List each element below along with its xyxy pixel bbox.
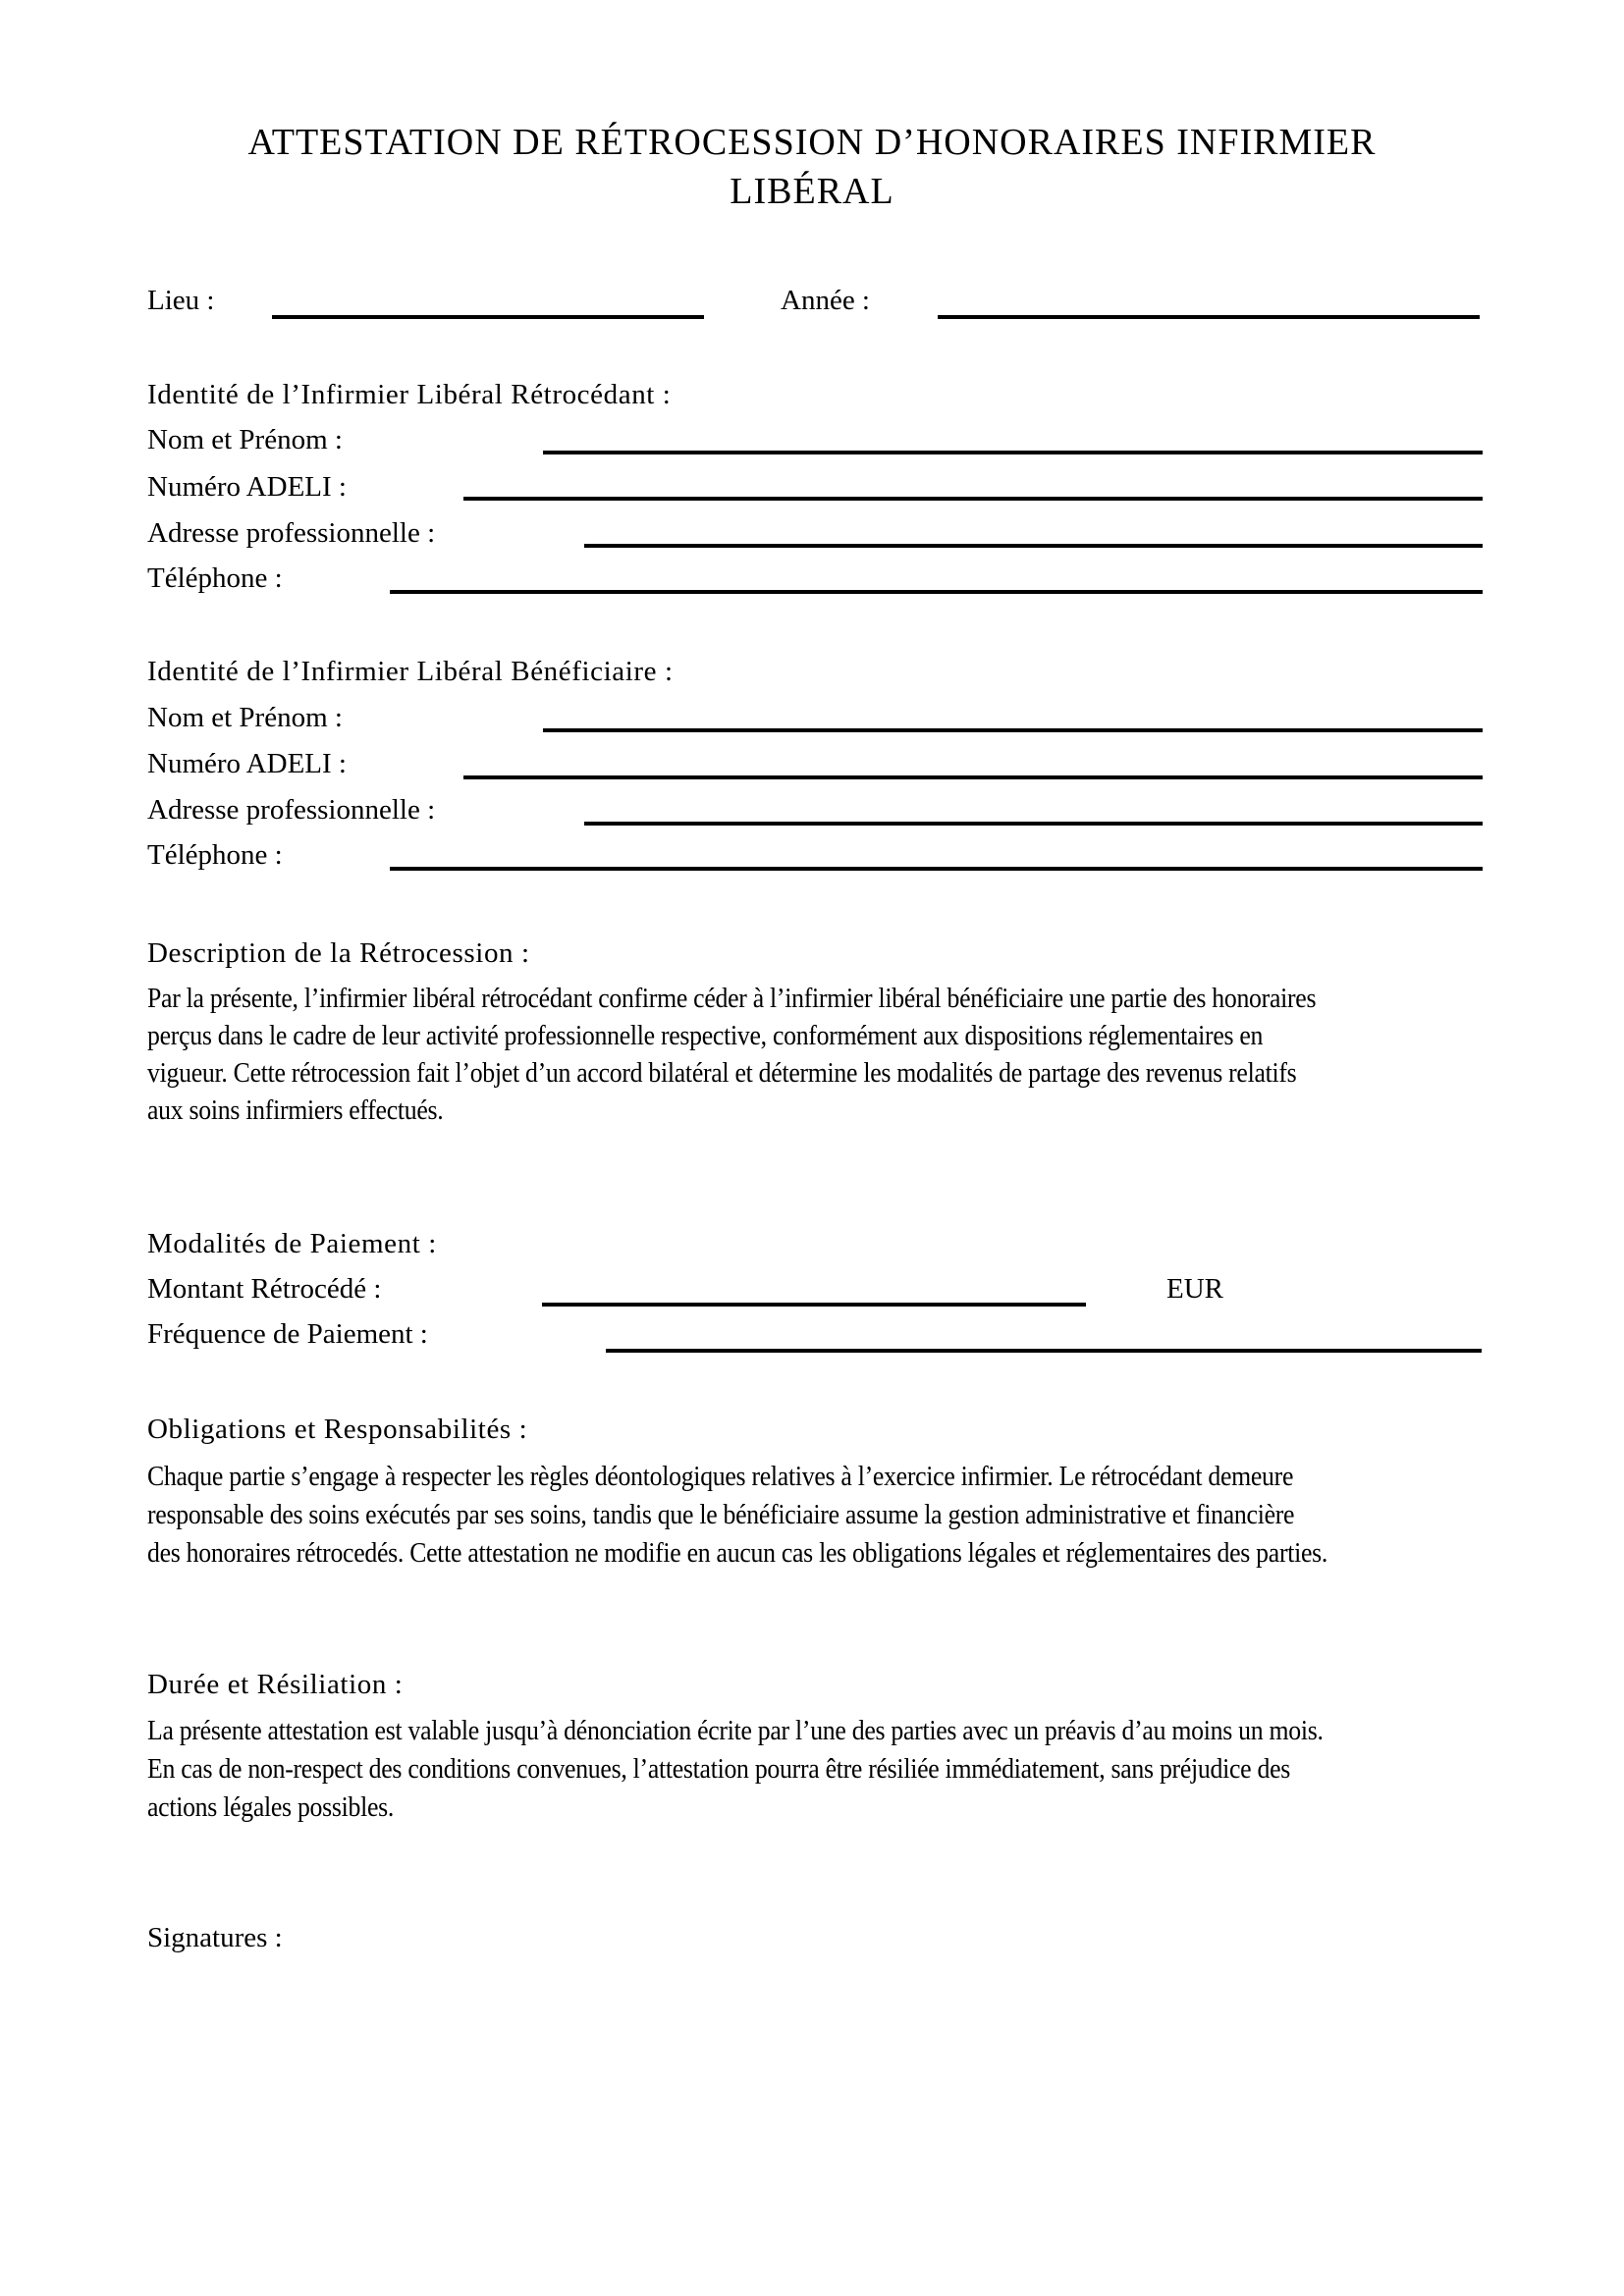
currency-label: EUR	[1166, 1273, 1223, 1305]
annee-field-line[interactable]	[938, 315, 1480, 319]
obligations-paragraph-line: des honoraires rétrocedés. Cette attestation ne modifie en aucun cas les obligations légales et réglementaires des parties.	[147, 1538, 1328, 1569]
section-paiement-heading: Modalités de Paiement :	[147, 1228, 437, 1259]
beneficiaire-nom-field-line[interactable]	[543, 728, 1483, 732]
section-duree-heading: Durée et Résiliation :	[147, 1669, 404, 1700]
retrocedant-adeli-label: Numéro ADELI :	[147, 471, 347, 503]
duree-paragraph-line: En cas de non-respect des conditions convenues, l’attestation pourra être résiliée immédiatement, sans préjudice des	[147, 1754, 1290, 1785]
description-paragraph-line: perçus dans le cadre de leur activité professionnelle respective, conformément aux dispositions réglementaires en	[147, 1021, 1264, 1051]
beneficiaire-telephone-label: Téléphone :	[147, 839, 283, 871]
beneficiaire-adeli-field-line[interactable]	[463, 775, 1483, 779]
duree-paragraph	[147, 1712, 1426, 1827]
description-paragraph-line: Par la présente, l’infirmier libéral rétrocédant confirme céder à l’infirmier libéral bénéficiaire une partie des honoraires	[147, 984, 1317, 1014]
retrocedant-telephone-label: Téléphone :	[147, 562, 283, 594]
retrocedant-adeli-field-line[interactable]	[463, 497, 1483, 501]
frequence-paiement-field-line[interactable]	[606, 1349, 1482, 1353]
section-description-heading: Description de la Rétrocession :	[147, 937, 530, 969]
document-title-line-2: LIBÉRAL	[730, 171, 894, 212]
section-obligations-heading: Obligations et Responsabilités :	[147, 1414, 528, 1445]
retrocedant-adresse-field-line[interactable]	[584, 544, 1483, 548]
beneficiaire-adeli-label: Numéro ADELI :	[147, 748, 347, 779]
beneficiaire-telephone-field-line[interactable]	[390, 867, 1483, 871]
lieu-label: Lieu :	[147, 285, 215, 316]
document-title-line-1: ATTESTATION DE RÉTROCESSION D’HONORAIRES INFIRMIER	[247, 122, 1377, 163]
section-retrocedant-heading: Identité de l’Infirmier Libéral Rétrocédant :	[147, 379, 672, 410]
duree-paragraph-line: actions légales possibles.	[147, 1792, 395, 1823]
beneficiaire-adresse-label: Adresse professionnelle :	[147, 794, 436, 826]
description-paragraph	[147, 981, 1418, 1130]
retrocedant-nom-label: Nom et Prénom :	[147, 424, 343, 455]
lieu-field-line[interactable]	[272, 315, 704, 319]
retrocedant-telephone-field-line[interactable]	[390, 590, 1483, 594]
annee-label: Année :	[781, 285, 870, 316]
obligations-paragraph	[147, 1458, 1431, 1573]
montant-retrocede-label: Montant Rétrocédé :	[147, 1273, 382, 1305]
beneficiaire-adresse-field-line[interactable]	[584, 822, 1483, 826]
signatures-label: Signatures :	[147, 1922, 283, 1953]
description-paragraph-line: aux soins infirmiers effectués.	[147, 1095, 444, 1126]
montant-retrocede-field-line[interactable]	[542, 1303, 1086, 1307]
obligations-paragraph-line: responsable des soins exécutés par ses soins, tandis que le bénéficiaire assume la gestion administrative et financière	[147, 1500, 1295, 1530]
obligations-paragraph-line: Chaque partie s’engage à respecter les règles déontologiques relatives à l’exercice infirmier. Le rétrocédant demeure	[147, 1462, 1294, 1492]
frequence-paiement-label: Fréquence de Paiement :	[147, 1318, 428, 1350]
duree-paragraph-line: La présente attestation est valable jusqu’à dénonciation écrite par l’une des parties avec un préavis d’au moins un mois.	[147, 1716, 1324, 1746]
description-paragraph-line: vigueur. Cette rétrocession fait l’objet d’un accord bilatéral et détermine les modalités de partage des revenus relatifs	[147, 1058, 1297, 1089]
retrocedant-adresse-label: Adresse professionnelle :	[147, 517, 436, 549]
beneficiaire-nom-label: Nom et Prénom :	[147, 702, 343, 733]
retrocedant-nom-field-line[interactable]	[543, 451, 1483, 454]
section-beneficiaire-heading: Identité de l’Infirmier Libéral Bénéficiaire :	[147, 656, 674, 687]
document-title	[0, 118, 1624, 216]
